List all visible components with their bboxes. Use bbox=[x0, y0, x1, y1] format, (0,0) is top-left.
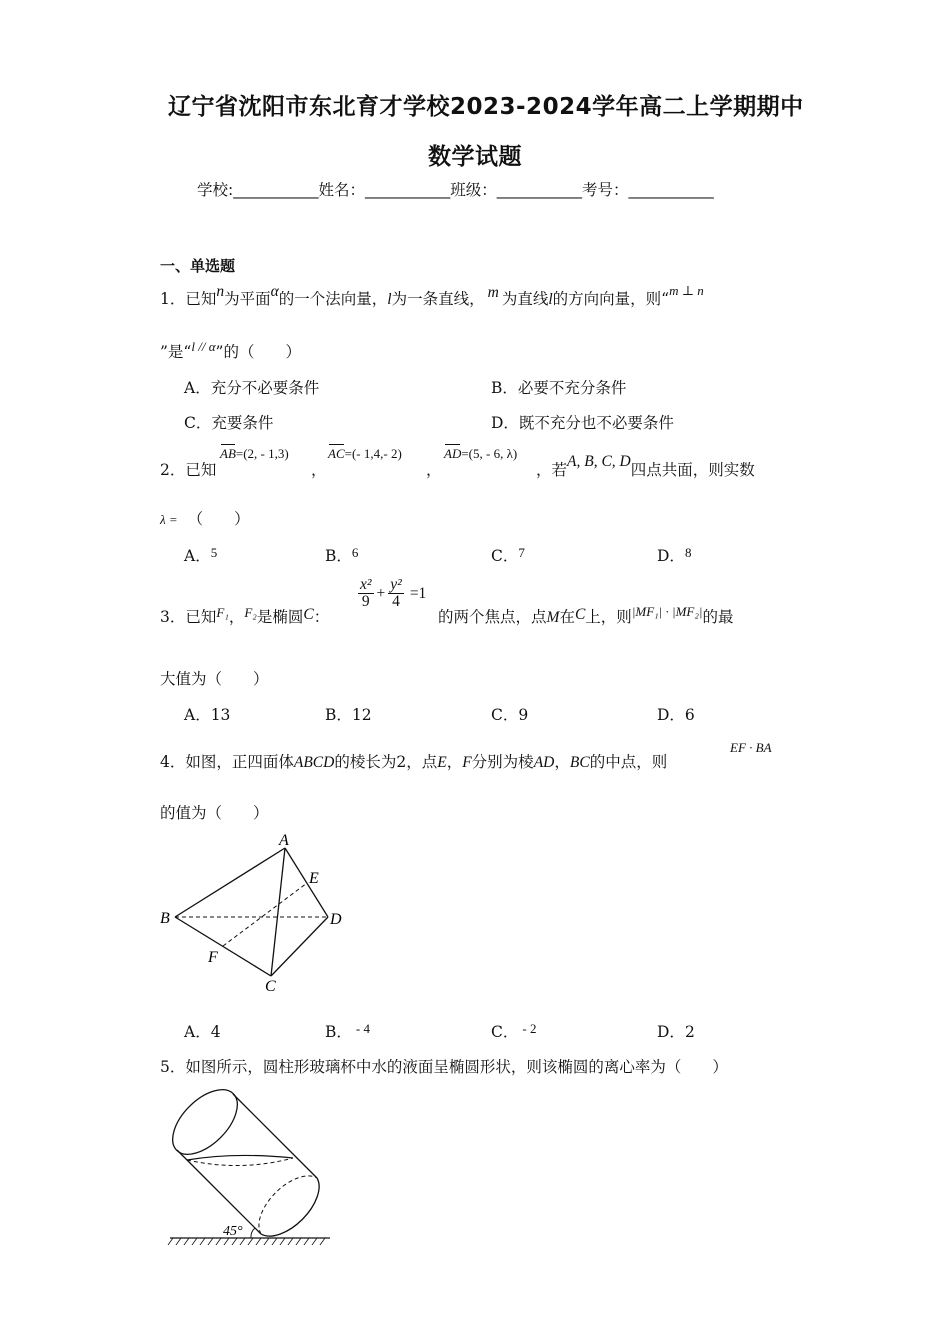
q2-vector-ad bbox=[444, 444, 517, 462]
q2-vector-ac bbox=[328, 444, 402, 462]
q2-points: A, B, C, D bbox=[567, 453, 631, 470]
q2-ab-value: =(2, - 1,3) bbox=[235, 446, 289, 461]
q2-paren: （ ） bbox=[187, 510, 250, 528]
q2-lambda: λ = bbox=[160, 512, 178, 527]
q1-text: 为平面 bbox=[224, 290, 271, 308]
q3-option-c[interactable]: C．9 bbox=[491, 706, 529, 724]
q4-text: 4．如图，正四面体 bbox=[160, 753, 294, 771]
question-2-line-1 bbox=[160, 458, 216, 480]
option-value: 7 bbox=[518, 545, 525, 560]
question-4-line-1 bbox=[160, 750, 667, 772]
question-3-line-2: 大值为（ ） bbox=[160, 670, 269, 688]
label-a: A bbox=[279, 832, 289, 849]
segment-ef bbox=[223, 883, 307, 946]
q2-ad-label: AD bbox=[444, 446, 462, 461]
question-1-line-1 bbox=[160, 283, 704, 309]
q2-option-c[interactable] bbox=[491, 544, 525, 566]
q3-c: C bbox=[303, 606, 314, 623]
q2-text: ，若 bbox=[536, 461, 568, 479]
cylinder-bottom-front bbox=[261, 1178, 319, 1236]
q2-text: 四点共面，则实数 bbox=[630, 461, 755, 479]
q3-ellipse-equation bbox=[358, 577, 426, 611]
q3-text: 3．已知 bbox=[160, 608, 217, 626]
edge-ab bbox=[175, 848, 285, 917]
angle-arc bbox=[251, 1228, 255, 1238]
q3-c: C bbox=[574, 606, 586, 623]
q4-text: 的棱长为2，点 bbox=[334, 753, 438, 771]
q1-option-c[interactable]: C．充要条件 bbox=[184, 414, 274, 432]
glass-cylinder-figure bbox=[165, 1088, 335, 1248]
q4-text: 分别为棱 bbox=[471, 753, 534, 771]
edge-ad bbox=[285, 848, 328, 917]
q3-option-b[interactable]: B．12 bbox=[325, 706, 372, 724]
q3-product: |MF₁| · |MF₂| bbox=[631, 604, 703, 619]
option-letter: B． bbox=[325, 1023, 352, 1041]
label-f: F bbox=[208, 949, 218, 966]
edge-bc bbox=[175, 917, 271, 976]
q2-ac-value: =(- 1,4,- 2) bbox=[344, 446, 402, 461]
water-surface-back bbox=[187, 1158, 293, 1166]
q4-abcd: ABCD bbox=[293, 754, 335, 771]
q2-option-d[interactable] bbox=[657, 544, 691, 566]
q1-text: 的方向向量，则“ bbox=[552, 290, 670, 308]
q3-text: 在 bbox=[559, 608, 575, 626]
option-letter: A． bbox=[184, 547, 211, 565]
q2-vector-ab bbox=[220, 444, 289, 462]
q1-text: ”是“ bbox=[160, 343, 192, 361]
option-value: 4 bbox=[210, 1023, 221, 1041]
option-letter: C． bbox=[491, 1023, 519, 1041]
q2-option-a[interactable] bbox=[184, 544, 217, 566]
q4-e: E bbox=[437, 754, 447, 771]
cylinder-left-side bbox=[177, 1150, 261, 1234]
q4-text: ， bbox=[446, 753, 463, 771]
title-line-2: 数学试题 bbox=[428, 144, 522, 170]
q4-bc: BC bbox=[569, 754, 590, 771]
q3-text: ， bbox=[228, 608, 245, 626]
q1-m: m bbox=[487, 284, 499, 301]
q4-dot-product: EF · BA bbox=[730, 740, 772, 755]
question-2-line-2 bbox=[160, 507, 250, 529]
q1-text: 1．已知 bbox=[160, 290, 217, 308]
q4-option-b[interactable] bbox=[325, 1020, 370, 1042]
option-letter: C． bbox=[491, 547, 519, 565]
q1-option-d[interactable]: D．既不充分也不必要条件 bbox=[491, 414, 674, 432]
label-b: B bbox=[160, 910, 170, 927]
q1-n: n bbox=[216, 283, 225, 300]
q1-l2: l bbox=[548, 291, 553, 308]
q3-den-9: 9 bbox=[361, 593, 370, 611]
option-value: - 2 bbox=[522, 1021, 537, 1036]
q3-f1: F₁ bbox=[216, 605, 229, 620]
q1-text: 为直线 bbox=[501, 290, 549, 308]
q1-l: l bbox=[387, 291, 392, 308]
q2-sep: ， bbox=[426, 461, 442, 479]
q3-den-4: 4 bbox=[392, 593, 400, 611]
cylinder-bottom-back bbox=[259, 1176, 317, 1234]
table-hatching bbox=[168, 1238, 325, 1245]
q3-num-x: x² bbox=[360, 576, 372, 593]
option-letter: D． bbox=[657, 1023, 685, 1041]
q2-ad-value: =(5, - 6, λ) bbox=[461, 446, 518, 461]
q4-option-a[interactable] bbox=[184, 1020, 221, 1042]
angle-label: 45° bbox=[223, 1224, 243, 1239]
q3-text: ： bbox=[313, 608, 330, 626]
q4-option-c[interactable] bbox=[491, 1020, 536, 1042]
q2-sep: ， bbox=[311, 461, 327, 479]
q3-fraction-x bbox=[358, 577, 374, 611]
q4-f: F bbox=[462, 754, 472, 771]
question-3-line-1b bbox=[438, 605, 733, 627]
q3-equals: =1 bbox=[409, 584, 427, 602]
option-letter: B． bbox=[325, 547, 352, 565]
label-d: D bbox=[330, 911, 342, 928]
question-2-line-1b bbox=[536, 453, 755, 480]
q1-condition-parallel: l // α bbox=[191, 339, 216, 354]
cylinder-top-rim bbox=[165, 1088, 249, 1166]
option-value: 5 bbox=[210, 545, 218, 560]
question-5-line-1: 5．如图所示，圆柱形玻璃杯中水的液面呈椭圆形状，则该椭圆的离心率为（ ） bbox=[160, 1058, 728, 1076]
q1-option-b[interactable]: B．必要不充分条件 bbox=[491, 379, 627, 397]
label-c: C bbox=[265, 978, 276, 995]
option-value: 6 bbox=[351, 545, 359, 560]
q2-ac-label: AC bbox=[328, 446, 345, 461]
label-e: E bbox=[309, 870, 319, 887]
q3-text: 是椭圆 bbox=[256, 608, 304, 626]
q4-ad: AD bbox=[533, 754, 555, 771]
water-surface-front bbox=[187, 1155, 293, 1160]
option-value: - 4 bbox=[355, 1021, 370, 1036]
q2-text: 2．已知 bbox=[160, 461, 217, 479]
q3-plus: + bbox=[376, 584, 386, 602]
tetrahedron-figure bbox=[155, 828, 355, 996]
q4-text: 的中点，则 bbox=[589, 753, 668, 771]
title-line-1: 辽宁省沈阳市东北育才学校2023-2024学年高二上学期期中 bbox=[168, 94, 804, 120]
option-letter: D． bbox=[657, 547, 685, 565]
option-letter: A． bbox=[184, 1023, 211, 1041]
q3-text: 的最 bbox=[702, 608, 734, 626]
q3-text: 的两个焦点，点 bbox=[438, 608, 547, 626]
question-1-line-2 bbox=[160, 340, 301, 362]
q3-option-a[interactable]: A．13 bbox=[184, 706, 231, 724]
edge-cd bbox=[271, 917, 328, 976]
option-value: 8 bbox=[684, 545, 692, 560]
q4-option-d[interactable] bbox=[657, 1020, 695, 1042]
q3-m: M bbox=[546, 609, 560, 626]
q1-option-a[interactable]: A．充分不必要条件 bbox=[184, 379, 320, 397]
q1-text: 的一个法向量， bbox=[278, 290, 388, 308]
q3-option-d[interactable]: D．6 bbox=[657, 706, 695, 724]
question-4-line-2: 的值为（ ） bbox=[160, 804, 269, 822]
q2-ab-label: AB bbox=[220, 446, 236, 461]
q3-num-y: y² bbox=[390, 576, 402, 593]
student-info-line: 学校:___________姓名：___________班级：___________考号：___________ bbox=[197, 181, 714, 199]
q3-f2: F₂ bbox=[244, 605, 257, 620]
q1-condition-perp: m ⊥ n bbox=[669, 283, 704, 298]
q3-text: 上，则 bbox=[585, 608, 632, 626]
option-value: 2 bbox=[684, 1023, 695, 1041]
question-3-line-1 bbox=[160, 605, 329, 627]
q2-option-b[interactable] bbox=[325, 544, 358, 566]
edge-ac bbox=[271, 848, 285, 976]
section-heading: 一、单选题 bbox=[160, 257, 236, 275]
q1-alpha: α bbox=[270, 283, 279, 300]
q1-text: 为一条直线， bbox=[391, 290, 485, 308]
q3-fraction-y bbox=[388, 577, 404, 611]
q1-text: ”的（ ） bbox=[215, 343, 301, 361]
q4-text: ， bbox=[554, 753, 570, 771]
